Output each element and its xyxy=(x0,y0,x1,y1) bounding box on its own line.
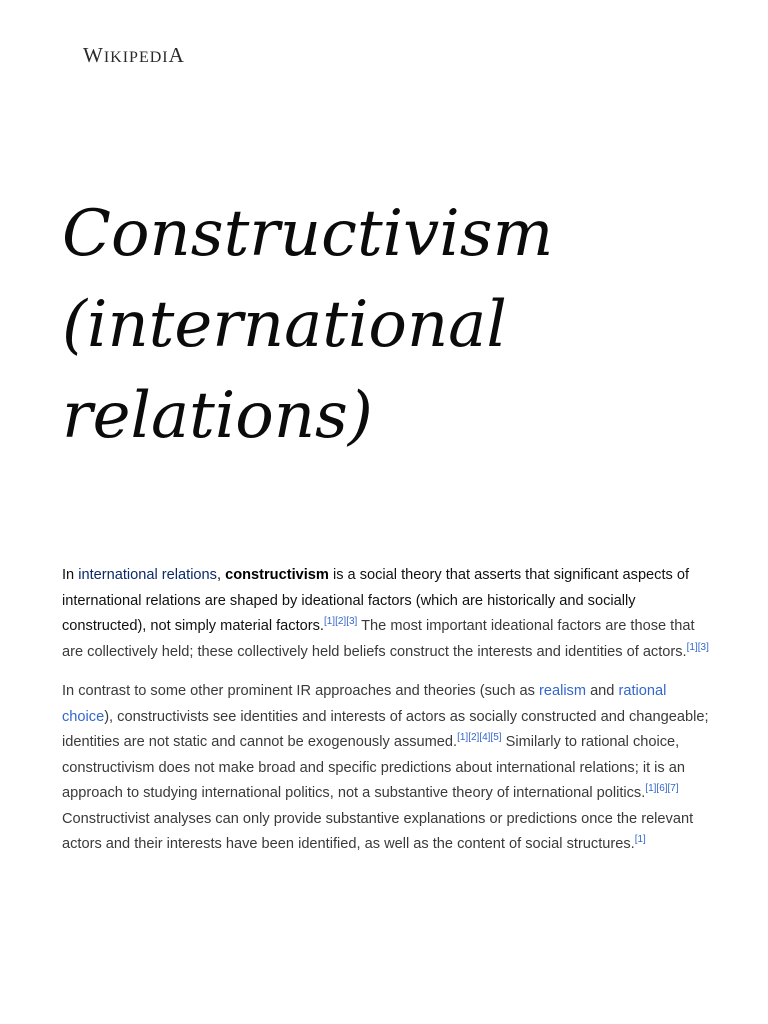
wordmark-middle: IKIPEDI xyxy=(103,49,169,66)
text-segment: The most important ideational factors are those that are collectively held; these collectively held beliefs construct the interests and identities of actors. xyxy=(62,618,695,660)
text-segment: is a social theory that asserts that significant aspects of international relations are shaped by ideational factors (which are historically and socially constructed), not simply material factors. xyxy=(62,567,690,634)
text-segment: In xyxy=(62,567,79,583)
paragraph-1 xyxy=(62,563,710,665)
wikipedia-wordmark[interactable] xyxy=(83,43,185,68)
text-segment: Similarly to rational choice, constructivism does not make broad and specific predictions about international relations; it is an approach to studying international politics, not a substantive theory of international politics. xyxy=(62,734,685,801)
citation-1[interactable]: [1] xyxy=(634,834,646,845)
link-realism[interactable]: realism xyxy=(538,683,587,699)
text-segment: , xyxy=(216,567,226,583)
link-rational-choice[interactable]: rational choice xyxy=(62,683,667,725)
text-segment: In contrast to some other prominent IR approaches and theories (such as xyxy=(62,683,539,699)
page-title: Constructivism (international relations) xyxy=(62,197,554,453)
text-segment: ), constructivists see identities and interests of actors as socially constructed and changeable; identities are not static and cannot be exogenously assumed. xyxy=(62,708,709,750)
wordmark-last-letter: A xyxy=(168,43,185,67)
citation-1-6-7[interactable]: [1][6][7] xyxy=(645,783,679,794)
citation-1-2-4-5[interactable]: [1][2][4][5] xyxy=(457,732,502,743)
citation-1-3[interactable]: [1][3] xyxy=(686,641,709,653)
wordmark-first-letter: W xyxy=(83,43,104,67)
text-segment: Constructivist analyses can only provide substantive explanations or predictions once the relevant actors and their interests have been identified, as well as the content of social structures. xyxy=(62,810,694,852)
article-body xyxy=(62,563,710,872)
link-international-relations[interactable]: international relations xyxy=(78,567,217,583)
citation-1-2-3[interactable]: [1][2][3] xyxy=(323,616,358,627)
bold-term-constructivism: constructivism xyxy=(225,567,329,583)
paragraph-2 xyxy=(62,679,710,858)
text-segment: and xyxy=(586,683,619,699)
